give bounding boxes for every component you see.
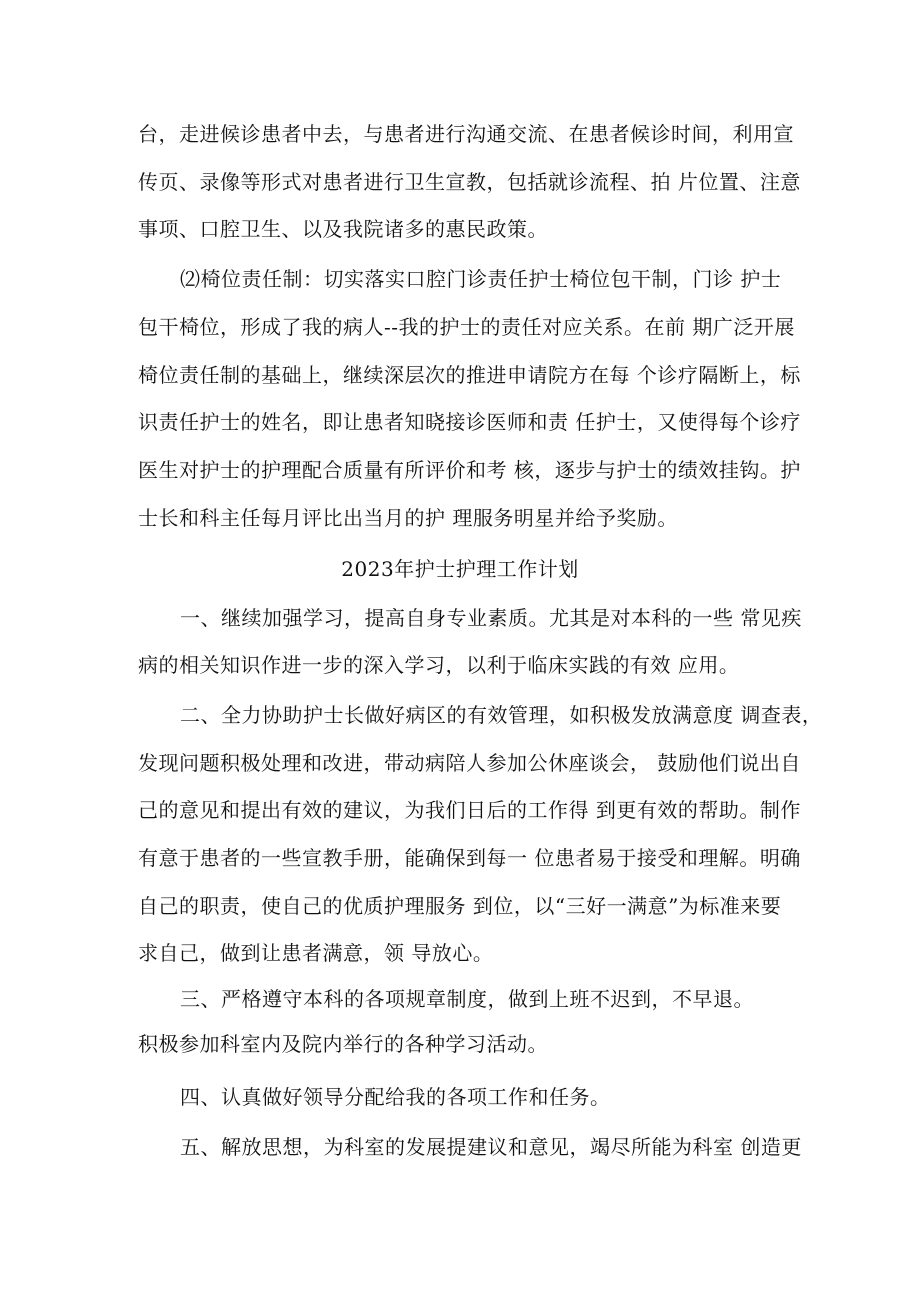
text-line: 椅位责任制的基础上，继续深层次的推进申请院方在每 个诊疗隔断上，标 bbox=[138, 363, 801, 387]
text-line: 一、继续加强学习，提高自身专业素质。尤其是对本科的一些 常见疾 bbox=[180, 606, 802, 630]
section-title: 2023年护士护理工作计划 bbox=[341, 557, 579, 581]
text-line: 四、认真做好领导分配给我的各项工作和任务。 bbox=[180, 1085, 611, 1109]
text-line: 己的意见和提出有效的建议，为我们日后的工作得 到更有效的帮助。制作 bbox=[138, 798, 801, 822]
text-line: 士长和科主任每月评比出当月的护 理服务明星并给予奖励。 bbox=[138, 506, 678, 530]
text-line: ⑵椅位责任制：切实落实口腔门诊责任护士椅位包干制，门诊 护士 bbox=[180, 267, 782, 291]
text-line: 病的相关知识作进一步的深入学习，以利于临床实践的有效 应用。 bbox=[138, 653, 740, 677]
text-line: 自己的职责，使自己的优质护理服务 到位，以“三好一满意”为标准来要 bbox=[138, 894, 782, 918]
text-line: 事项、口腔卫生、以及我院诸多的惠民政策。 bbox=[138, 217, 548, 241]
text-line: 包干椅位，形成了我的病人--我的护士的责任对应关系。在前 期广泛开展 bbox=[138, 315, 795, 339]
text-line: 传页、录像等形式对患者进行卫生宣教，包括就诊流程、拍 片位置、注意 bbox=[138, 170, 801, 194]
text-line: 二、全力协助护士长做好病区的有效管理，如积极发放满意度 调查表， bbox=[180, 703, 823, 727]
text-line: 识责任护士的姓名，即让患者知晓接诊医师和责 任护士，又使得每个诊疗 bbox=[138, 410, 801, 434]
text-line: 发现问题积极处理和改进，带动病陪人参加公休座谈会， 鼓励他们说出自 bbox=[138, 751, 801, 775]
text-line: 台，走进候诊患者中去，与患者进行沟通交流、在患者候诊时间，利用宣 bbox=[138, 122, 794, 146]
text-line: 积极参加科室内及院内举行的各种学习活动。 bbox=[138, 1032, 548, 1056]
text-line: 三、严格遵守本科的各项规章制度，做到上班不迟到，不早退。 bbox=[180, 987, 754, 1011]
text-line: 五、解放思想，为科室的发展提建议和意见，竭尽所能为科室 创造更 bbox=[180, 1135, 802, 1159]
text-line: 求自己，做到让患者满意，领 导放心。 bbox=[138, 941, 494, 965]
text-line: 有意于患者的一些宣教手册，能确保到每一 位患者易于接受和理解。明确 bbox=[138, 846, 801, 870]
text-line: 医生对护士的护理配合质量有所评价和考 核，逐步与护士的绩效挂钩。护 bbox=[138, 458, 801, 482]
